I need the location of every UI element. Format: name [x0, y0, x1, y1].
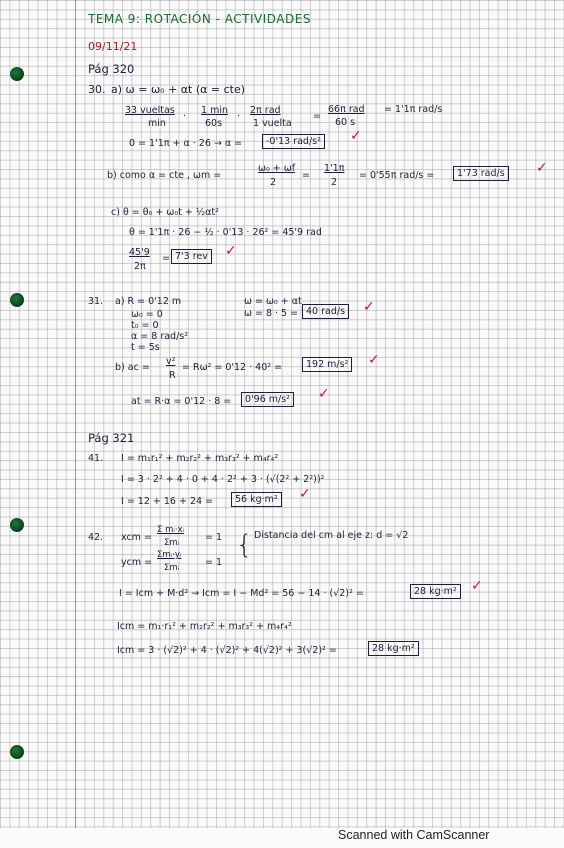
- ex30-b-eq: =: [302, 170, 310, 181]
- ex30-c-line2: θ = 1'1π · 26 − ½ · 0'13 · 26² = 45'9 rad: [129, 227, 322, 238]
- ex42-steiner: I = Icm + M·d² → Icm = I − Md² = 56 − 14 · (√2)² =: [119, 588, 364, 599]
- ex42-xcm-label: xcm =: [121, 532, 152, 543]
- ex30-alpha-result: [262, 134, 325, 149]
- ex30-b-result: = 0'55π rad/s =: [359, 170, 435, 181]
- ex31-at-result-box: [241, 392, 294, 407]
- ex30-b-frac1-num: ω₀ + ωf: [258, 163, 296, 174]
- ex42-steiner-result-box: [410, 584, 461, 599]
- result-box: 28 kg·m²: [368, 641, 419, 656]
- ex42-xcm-result: = 1: [205, 532, 223, 543]
- ex30-conv-66pi-den: 60 s: [335, 117, 356, 128]
- ex31-b-calc: = Rω² = 0'12 · 40² =: [182, 362, 283, 373]
- ex41-line1: I = m₁r₁² + m₂r₂² + m₃r₃² + m₄r₄²: [121, 453, 279, 464]
- ex30-dot: ·: [183, 111, 187, 122]
- ex30-conv-vueltas-den: min: [148, 118, 166, 129]
- ex41-number: 41.: [88, 453, 104, 464]
- ex30-conv-eq: =: [313, 111, 321, 122]
- check-mark-icon: ✓: [471, 578, 483, 594]
- ex31-alpha: α = 8 rad/s²: [131, 331, 189, 342]
- binder-hole: [10, 745, 24, 759]
- ex31-omega-result-box: [302, 304, 349, 319]
- result-box: 192 m/s²: [302, 357, 352, 372]
- ex30-conv-vueltas: 33 vueltas: [125, 105, 175, 116]
- ex31-t: t = 5s: [131, 342, 160, 353]
- page-ref-321: Pág 321: [88, 431, 135, 445]
- ex30-number: 30.: [88, 83, 106, 96]
- ex41-line3: I = 12 + 16 + 24 =: [121, 496, 214, 507]
- ex30-conv-min: 1 min: [201, 105, 228, 116]
- ex30-c-eq: =: [162, 253, 170, 264]
- ex30-c-frac-num: 45'9: [129, 247, 150, 258]
- check-mark-icon: ✓: [318, 386, 330, 402]
- ex30-b-frac1-den: 2: [270, 177, 277, 188]
- ex30-c-result-box: [171, 249, 212, 264]
- ex31-at-calc: at = R·α = 0'12 · 8 =: [131, 396, 232, 407]
- ex42-icm-line1: Icm = m₁·r₁² + m₂r₂² + m₃r₃² + m₄r₄²: [117, 621, 292, 632]
- ex31-t0: t₀ = 0: [131, 320, 159, 331]
- result-box: 0'96 m/s²: [241, 392, 294, 407]
- ex30-c-frac-den: 2π: [134, 261, 146, 272]
- ex30-b-frac2-num: 1'1π: [324, 163, 345, 174]
- ex31-omega-calc: ω = 8 · 5 =: [244, 308, 299, 319]
- result-box: -0'13 rad/s²: [262, 134, 325, 149]
- ex30-a-label: a) ω = ω₀ + αt (α = cte): [111, 83, 246, 96]
- ex42-ycm-num: Σmᵢ·yᵢ: [157, 550, 182, 560]
- check-mark-icon: ✓: [299, 486, 311, 502]
- ex31-w0: ω₀ = 0: [131, 309, 163, 320]
- result-box: 40 rad/s: [302, 304, 349, 319]
- margin-line: [75, 0, 76, 828]
- ex42-icm-line2: Icm = 3 · (√2)² + 4 · (√2)² + 4(√2)² + 3(√2)² =: [117, 645, 337, 656]
- ex42-ycm-label: ycm =: [121, 557, 153, 568]
- ex30-alpha-line: 0 = 1'1π + α · 26 → α =: [129, 138, 243, 149]
- ex31-b-frac-den: R: [169, 370, 176, 381]
- date: 09/11/21: [88, 40, 138, 53]
- ex30-b-result-box: [453, 166, 509, 181]
- ex30-c-label: c) θ = θ₀ + ω₀t + ½αt²: [111, 207, 219, 218]
- ex41-result-box: [231, 492, 282, 507]
- binder-hole: [10, 293, 24, 307]
- ex42-brace: {: [236, 530, 253, 560]
- ex30-conv-result: = 1'1π rad/s: [384, 104, 443, 115]
- ex30-dot: ·: [237, 111, 241, 122]
- ex30-b-frac2-den: 2: [331, 177, 338, 188]
- ex42-ycm-result: = 1: [205, 557, 223, 568]
- check-mark-icon: ✓: [225, 243, 237, 259]
- ex31-a-label: a) R = 0'12 m: [115, 296, 182, 307]
- check-mark-icon: ✓: [536, 160, 548, 176]
- ex42-distance: Distancia del cm al eje z: d = √2: [254, 530, 409, 541]
- ex31-b-result-box: [302, 357, 352, 372]
- ex41-line2: I = 3 · 2² + 4 · 0 + 4 · 2² + 3 · (√(2² + 2²))²: [121, 474, 325, 485]
- scanner-watermark: Scanned with CamScanner: [338, 828, 490, 842]
- ex31-b-frac-num: v²: [166, 356, 176, 367]
- page-title: TEMA 9: ROTACIÓN - ACTIVIDADES: [88, 12, 311, 26]
- ex42-ycm-den: Σmᵢ: [164, 563, 180, 573]
- check-mark-icon: ✓: [368, 352, 380, 368]
- ex31-b-label: b) ac =: [115, 362, 150, 373]
- ex30-b-label: b) como α = cte , ωm =: [107, 170, 222, 181]
- ex42-xcm-den: Σmᵢ: [164, 538, 180, 548]
- ex30-conv-min-den: 60s: [205, 118, 223, 129]
- ex31-number: 31.: [88, 296, 104, 307]
- ex42-icm-result-box: [368, 641, 419, 656]
- check-mark-icon: ✓: [363, 299, 375, 315]
- binder-hole: [10, 67, 24, 81]
- ex42-xcm-num: Σ mᵢ·xᵢ: [157, 525, 185, 535]
- ex30-conv-66pi: 66π rad: [328, 104, 365, 115]
- binder-hole: [10, 518, 24, 532]
- result-box: 28 kg·m²: [410, 584, 461, 599]
- ex30-conv-rad: 2π rad: [250, 105, 281, 116]
- ex30-conv-rad-den: 1 vuelta: [253, 118, 292, 129]
- check-mark-icon: ✓: [350, 128, 362, 144]
- page-ref-320: Pág 320: [88, 62, 135, 76]
- ex31-omega-formula: ω = ω₀ + αt: [244, 296, 302, 307]
- result-box: 56 kg·m²: [231, 492, 282, 507]
- result-box: 1'73 rad/s: [453, 166, 509, 181]
- ex42-number: 42.: [88, 532, 104, 543]
- result-box: 7'3 rev: [171, 249, 212, 264]
